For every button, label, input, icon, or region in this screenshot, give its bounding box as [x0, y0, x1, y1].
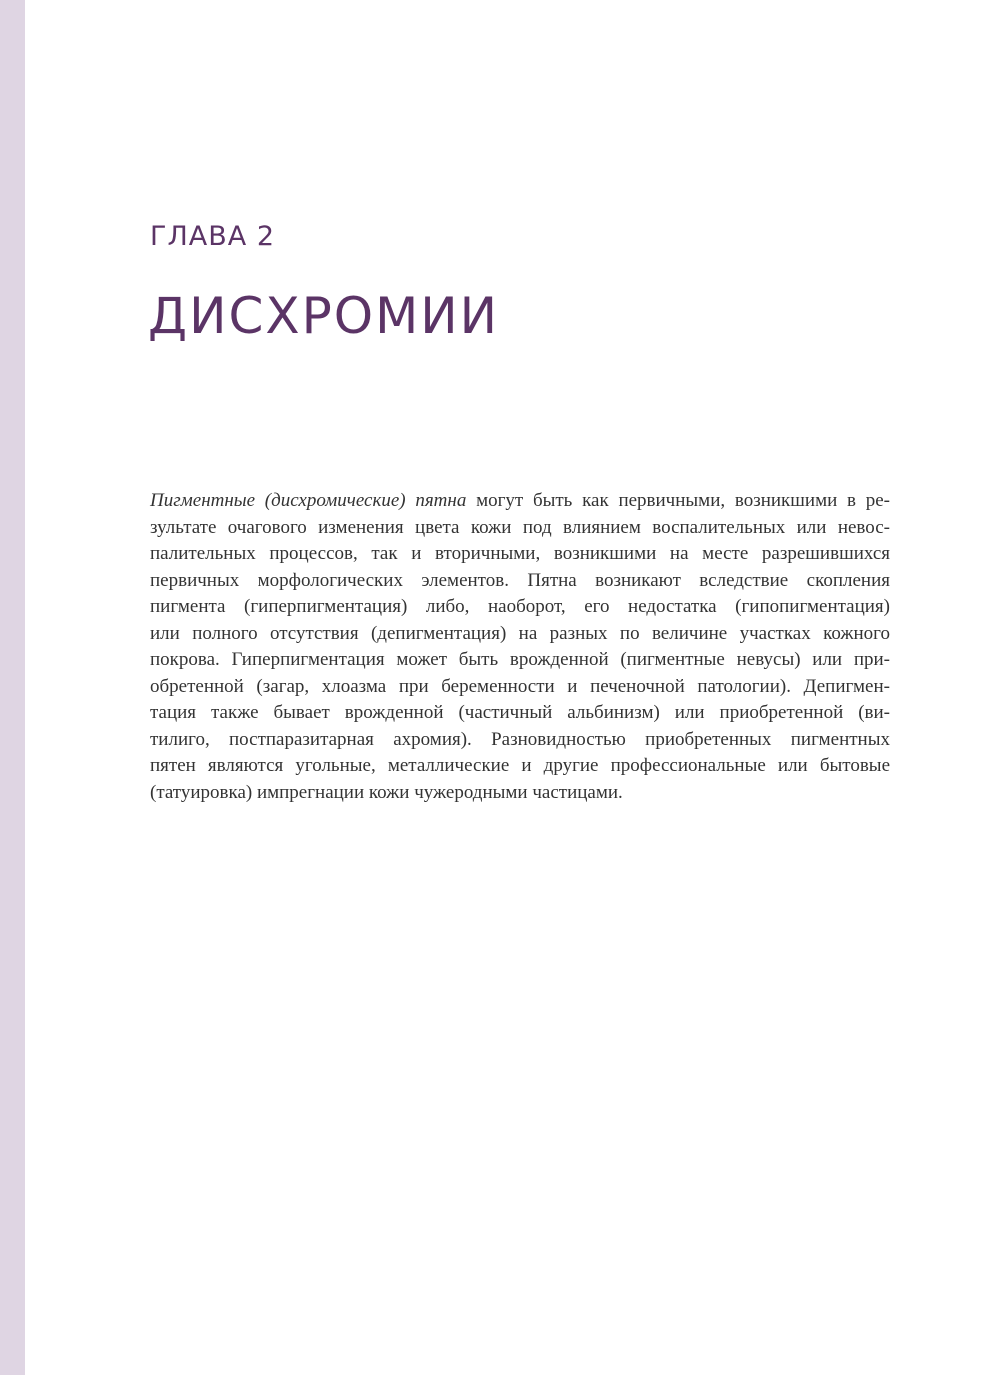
paragraph-line: покрова. Гиперпигментация может быть врожденной (пигментные невусы) или при- [150, 649, 890, 670]
paragraph-line: первичных морфологических элементов. Пятна возникают вследствие скопления [150, 569, 890, 591]
side-color-band [0, 0, 25, 1375]
paragraph-line [150, 488, 890, 515]
paragraph-line: пятен являются угольные, металлические и другие профессиональные или бытовые [150, 755, 890, 776]
chapter-title: ДИСХРОМИИ [148, 287, 500, 345]
paragraph-line: тация также бывает врожденной (частичный альбинизм) или приобретенной (ви- [150, 702, 890, 723]
paragraph-line: или полного отсутствия (депигментация) на разных по величине участках кожного [150, 622, 890, 644]
paragraph-line: тилиго, постпаразитарная ахромия). Разновидностью приобретенных пигментных [150, 728, 890, 750]
paragraph-line-text: могут быть как первичными, возникшими в ре- [466, 490, 890, 511]
paragraph-line: (татуировка) импрегнации кожи чужеродными частицами. [150, 781, 623, 803]
paragraph-line: пигмента (гиперпигментация) либо, наоборот, его недостатка (гипопигментация) [150, 596, 890, 617]
chapter-paragraph [150, 488, 890, 806]
paragraph-line: обретенной (загар, хлоазма при беременности и печеночной патологии). Депигмен- [150, 675, 890, 697]
chapter-label: ГЛАВА 2 [150, 221, 275, 252]
paragraph-italic-term: Пигментные (дисхромические) пятна [150, 490, 467, 511]
paragraph-line: палительных процессов, так и вторичными, возникшими на месте разрешившихся [150, 543, 890, 564]
paragraph-line: зультате очагового изменения цвета кожи под влиянием воспалительных или невос- [150, 516, 890, 538]
